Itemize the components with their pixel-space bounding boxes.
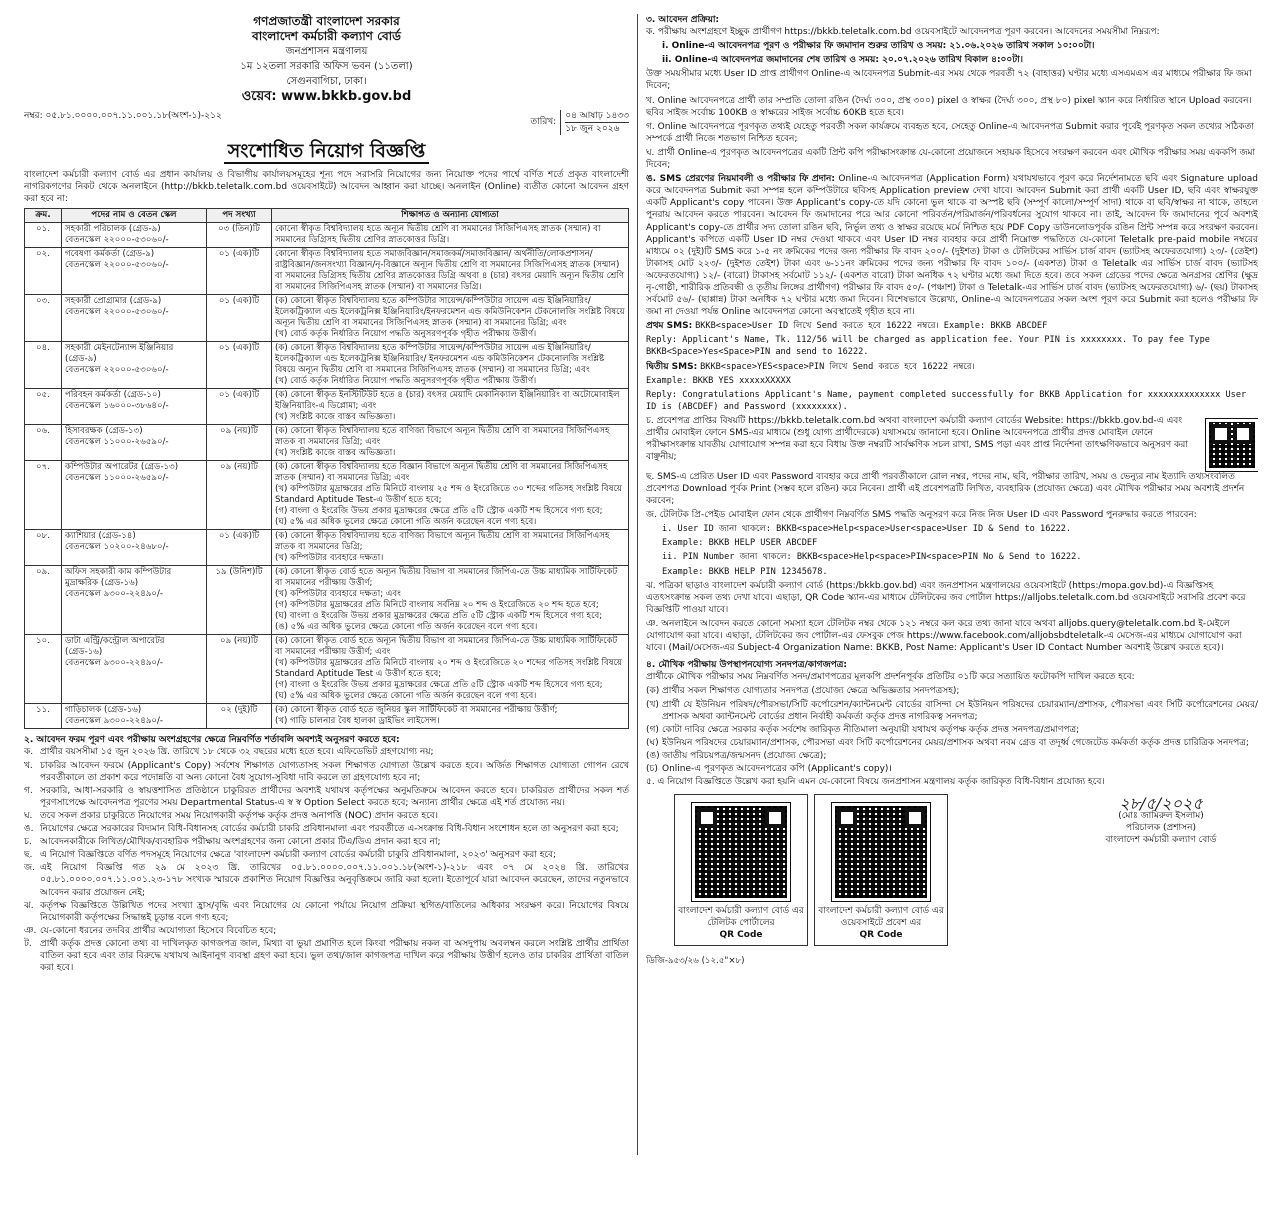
date-block [560, 110, 629, 135]
recovery-pin-example: Example: BKKB HELP PIN 12345678. [662, 566, 828, 577]
qualification-line: (খ) সংশ্লিষ্ট কাজে বাস্তব অভিজ্ঞতা। [275, 412, 396, 423]
item-text: প্রার্থীর বয়সসীমা ১৫ জুন ২০২৬ খ্রি. তারিখে ১৮ থেকে ৩২ বছরের মধ্যে হতে হবে। এফিডেভিট গ্রহণযোগ্য নয়; [40, 747, 434, 758]
second-sms-reply: Reply: Congratulations Applicant's Name, payment completed successfully for BKKB Application for xxxxxxxxxxxxxx User ID is (ABCDEF) and Password (xxxxxxxx). [646, 389, 1247, 412]
process-ka: ক. পরীক্ষায় অংশগ্রহণে ইচ্ছুক প্রার্থীগণ https://bkkb.teletalk.com.bd ওয়েবসাইটে আবেদনপত্র পূরণ করবেন। আবেদনের সময়সীমা নিম্নরূপ: [646, 27, 1160, 38]
vacancy-table [24, 208, 629, 729]
post-name: পরিবহন কর্মকর্তা (গ্রেড-১০) [65, 390, 161, 401]
row-serial: ১১. [25, 704, 62, 729]
row-post [62, 248, 207, 295]
list-item [646, 737, 1258, 749]
vacancy-table-body [25, 223, 629, 729]
pay-scale: বেতনস্কেল ১১০০০-২৬৫৯০/- [65, 473, 169, 484]
item-marker: (ঘ) [646, 737, 659, 748]
table-header-row [25, 209, 629, 223]
pay-scale: বেতনস্কেল ৯৩০০-২২৪৯০/- [65, 658, 163, 669]
date-label: তারিখ: [530, 117, 557, 128]
pay-scale: বেতনস্কেল ২২০০০-৫৩০৬০/- [65, 365, 169, 376]
date-english: ১৮ জুন ২০২৬ [565, 124, 620, 134]
signatory-org: বাংলাদেশ কর্মচারী কল্যাণ বোর্ড [1105, 835, 1217, 846]
item-marker: (ক) [646, 686, 660, 697]
qualification-line: (ঘ) ৫% এর অধিক ভুলের ক্ষেত্রে কোনো গতি অর্জন করেছেন বলে গণ্য হবে। [275, 517, 537, 528]
process-kha: খ. Online আবেদনপত্রে প্রার্থী তার সম্প্রতি তোলা রঙিন (দৈর্ঘ্য ৩০০, প্রস্থ ৩০০) pixel ও স্বাক্ষর (দৈর্ঘ্য ৩০০, প্রস্থ ৮০) pixel স্ক্যান করে নির্ধারিত স্থানে Upload করবেন। ছবির সাইজ সর্বোচ্চ 100KB ও স্বাক্ষরের সাইজ সর্বোচ্চ 60KB হতে হবে। [646, 95, 1252, 118]
qualification-line: (ঙ) ৫% এর অধিক ভুলের ক্ষেত্রে কোনো গতি অর্জন করেছেন বলে গণ্য হবে। [275, 622, 538, 633]
row-qualification [272, 566, 629, 635]
post-name: ক্যাশিয়ার (গ্রেড-১৪) [65, 531, 136, 542]
item-marker: ঝ. [24, 900, 34, 911]
col-header-qualification: শিক্ষাগত ও অন্যান্য যোগ্যতা [272, 209, 629, 223]
qr-box-website [814, 794, 948, 946]
notice-title: সংশোধিত নিয়োগ বিজ্ঞপ্তি [24, 145, 629, 161]
pay-scale: বেতনস্কেল ১০২০০-২৪৬৮০/- [65, 542, 169, 553]
left-column [24, 14, 629, 1201]
post-name: অফিস সহকারী কাম কম্পিউটার মুদ্রাক্ষরিক (গ্রেড-১৬) [65, 567, 172, 589]
list-item [24, 785, 629, 809]
qualification-line: (গ) বাংলা ও ইংরেজি উভয় প্রকার মুদ্রাক্ষরের ক্ষেত্রে প্রতি ৫টি স্ট্রোক একটি শব্দ হিসেবে গণ্য হবে; [275, 680, 603, 691]
qualification-line: (ক) কোনো স্বীকৃত বিশ্ববিদ্যালয় হতে কম্পিউটার সায়েন্স/কম্পিউটার সায়েন্স এন্ড ইঞ্জিনিয়ারিং/ইলেকট্রিক্যাল এন্ড ইলেকট্রনিক্স ইঞ্জিনিয়ারিং/ ইনফরমেশন এন্ড কমিউনিকেশন টেকনোলজি সংশ্লিষ্ট বিষয়ে অন্যূন দ্বিতীয় শ্রেণি বা সমমানের সিজিপিএসহ স্নাতক (সম্মান) বা সমমানের ডিগ্রি; এবং [275, 343, 605, 376]
item-text: প্রার্থী কর্তৃক প্রদত্ত কোনো তথ্য বা দাখিলকৃত কাগজপত্র জাল, মিথ্যা বা ভুয়া প্রমাণিত হলে কিংবা পরীক্ষায় নকল বা অসদুপায় অবলম্বন করলে সংশ্লিষ্ট প্রার্থীর প্রার্থিতা বাতিল করা হবে এবং তার বিরুদ্ধে যথাযথ আইনানুগ ব্যবস্থা গ্রহণ করা হবে। ভুল তথ্য/জাল কাগজপত্র দাখিল করে পরীক্ষায় উত্তীর্ণ হলেও তার চাকরির প্রার্থিতা বাতিল করা হবে। [40, 938, 629, 974]
table-row [25, 248, 629, 295]
row-serial: ০৩. [25, 295, 62, 342]
pay-scale: বেতনস্কেল ২২০০০-৫৩০৬০/- [65, 307, 169, 318]
list-item [646, 699, 1258, 723]
table-row [25, 566, 629, 635]
item-marker: খ. [24, 760, 33, 771]
memo-number: নম্বর: ০৫.৮১.০০০০.০০৭.১১.০০১.১৮(অংশ-১)-২১২ [24, 111, 222, 121]
row-post [62, 530, 207, 566]
item-text: প্রার্থী যে ইউনিয়ন পরিষদ/পৌরসভা/সিটি কর্পোরেশন/ক্যান্টনমেন্ট বোর্ডের বাসিন্দা সে ইউনিয়ন পরিষদের চেয়ারম্যান/প্রশাসক, পৌরসভা এবং সিটি কর্পোরেশনের মেয়র/প্রশাসক অথবা ক্যান্টনমেন্ট বোর্ডের প্রধান নির্বাহী কর্মকর্তা কর্তৃক প্রদত্ত নাগরিকত্ব সনদপত্র; [662, 699, 1258, 722]
letterhead [24, 14, 629, 104]
item-marker: ছ. [24, 850, 33, 861]
first-sms: প্রথম SMS: BKKB<space>User ID লিখে Send করতে হবে 16222 নম্বরে। Example: BKKB ABCDEF [646, 321, 1048, 332]
row-count: ০১ (এক)টি [207, 295, 272, 342]
process-ka-ii: ii. Online-এ আবেদনপত্র জমাদানের শেষ তারিখ ও সময়: ২০.০৭.২০২৬ তারিখ বিকাল ৪:০০টা। [662, 55, 1023, 66]
recovery-pin: ii. PIN Number জানা থাকলে: BKKB<space>Help<space>PIN<space>PIN No & Send to 16222. [662, 552, 1082, 563]
item-text: তবে সকল প্রকার চাকুরিতে নিয়োগের সময় নিয়োগকারী কর্তৃপক্ষ কর্তৃক প্রদত্ত অনাপত্তি (NOC) প্রদান করতে হবে। [40, 810, 438, 821]
row-count: ০১ (এক)টি [207, 342, 272, 389]
intro-paragraph: বাংলাদেশ কর্মচারী কল্যাণ বোর্ড এর প্রধান কার্যালয় ও বিভাগীয় কার্যালয়সমূহের শূন্য পদে সরাসরি নিয়োগের জন্য নিয়োক্ত পদের পার্শ্বে বর্ণিত শর্তে প্রকৃত বাংলাদেশী নাগরিকগণের নিকট থেকে অনলাইনে (http://bkkb.teletalk.com.bd ওয়েবসাইটে) আবেদন আহ্বান করা যাচ্ছে। অনলাইন (Online) ব্যতীত কোনো আবেদন গ্রহণ করা হবে না: [24, 170, 629, 205]
viva-title: ৪. মৌখিক পরীক্ষায় উপস্থাপনযোগ্য সনদপত্র/কাগজপত্র: [646, 660, 847, 671]
row-qualification [272, 295, 629, 342]
pay-scale: বেতনস্কেল ১৬০০০-৩৮৬৪০/- [65, 401, 169, 412]
item-marker: গ. [24, 785, 33, 796]
pay-scale: বেতনস্কেল ৯৩০০-২২৪৯০/- [65, 716, 163, 727]
qualification-line: (খ) গাড়ি চালনার বৈধ হালকা ড্রাইভিং লাইসেন্স। [275, 716, 440, 727]
qualification-line: কোনো স্বীকৃত বিশ্ববিদ্যালয় হতে সমাজবিজ্ঞান/সমাজকর্ম/সমাজবিজ্ঞান/ অর্থনীতি/লোকপ্রশাসন/রাষ্ট্রবিজ্ঞান/জনসংখ্যা বিজ্ঞান/নৃ-বিজ্ঞানে অন্যূন দ্বিতীয় শ্রেণি বা সমমানের সিজিপিএসহ স্নাতক (সম্মান) বা সমমানের ডিগ্রিসহ দ্বিতীয় শ্রেণির স্নাতকোত্তর ডিগ্রি অথবা ৪ (চার) বৎসর মেয়াদি অন্যূন দ্বিতীয় শ্রেণি বা সমমানের সিজিপিএসহ স্নাতক (সম্মান) বা সমমানের ডিগ্রি। [275, 249, 625, 293]
row-serial: ০৮. [25, 530, 62, 566]
row-count: ০১ (এক)টি [207, 248, 272, 295]
qualification-line: (গ) কম্পিউটার মুদ্রাক্ষরের প্রতি মিনিটে বাংলায় সর্বনিম্ন ২০ শব্দ ও ইংরেজিতে ২০ শব্দ হতে হবে; [275, 600, 599, 611]
list-item [646, 763, 1258, 775]
item-text: এ নিয়োগ বিজ্ঞপ্তিতে বর্ণিত পদসমূহে নিয়োগের ক্ষেত্রে 'বাংলাদেশ কর্মচারী কল্যাণ বোর্ডের কর্মচারী চাকুরি প্রবিধানমালা, ২০২৩' অনুসরণ করা হবে; [40, 850, 557, 861]
col-header-count: পদ সংখ্যা [207, 209, 272, 223]
conditions-list [24, 746, 629, 974]
process-nya: ঞ. অনলাইনে আবেদন করতে কোনো সমস্যা হলে টেলিটক নম্বর থেকে ১২১ নম্বরে কল করে তথ্য জানা যাবে অথবা alljobs.query@teletalk.com.bd ই-মেইলে যোগাযোগ করা যাবে। এছাড়া, টেলিটকের জব পোর্টাল-এর ফেসবুক পেজ https://www.facebook.com/alljobsbdteletalk-এ মেসেজ-এর মাধ্যমে যোগাযোগ করা যাবে। (Mail/মেসেজ-এর Subject-4 Organization Name: BKKB, Post Name: Applicant's User ID Contact Number অবশ্যই উল্লেখ করতে হবে)। [646, 618, 1242, 654]
pay-scale: বেতনস্কেল ১১০০০-২৬৫৯০/- [65, 437, 169, 448]
item-text: জাতীয় পরিচয়পত্র/জন্মসনদ (প্রযোজ্য ক্ষেত্রে); [662, 750, 827, 761]
list-item [24, 849, 629, 861]
item-marker: (খ) [646, 699, 659, 710]
pay-scale: বেতনস্কেল ২২০০০-৫৩০৬০/- [65, 260, 169, 271]
list-item [646, 750, 1258, 762]
qr-label-website: QR Code [859, 930, 903, 941]
item-text: চাকরির আবেদন ফরমে (Applicant's Copy) সর্বশেষ শিক্ষাগত যোগ্যতাসহ সকল শিক্ষাগত যোগ্যতা উল্লেখ করতে হবে। অর্জিত শিক্ষাগত যোগ্যতা গোপন রেখে পরবর্তীকালে তা প্রকাশ করে পদোন্নতি বা অন্য কোনো বৈধ সুযোগ-সুবিধা দাবি করলে তা গ্রহণযোগ্য হবে না; [40, 760, 629, 783]
col-header-serial: ক্রম. [25, 209, 62, 223]
process-ja: জ. টেলিটক প্রি-পেইড মোবাইল ফোন থেকে প্রার্থীগণ নিম্নবর্ণিত SMS পদ্ধতি অনুসরণ করে নিজ নিজ User ID এবং Password পুনরুদ্ধার করতে পারবেন: [646, 510, 1197, 521]
process-ka-note: উক্ত সময়সীমার মধ্যে User ID প্রাপ্ত প্রার্থীগণ Online-এ আবেদনপত্র Submit-এর সময় থেকে পরবর্তী ৭২ (বাহাত্তর) ঘণ্টার মধ্যে এসএমএস এর মাধ্যমে পরীক্ষার ফি জমা দিবেন; [646, 69, 1252, 92]
item-text: ইউনিয়ন পরিষদের চেয়ারম্যান/প্রশাসক, পৌরসভা এবং সিটি কর্পোরেশনের মেয়র/প্রশাসক অথবা নবম গ্রেড বা তদূর্ধ্ব গেজেটেড কর্মকর্তা কর্তৃক প্রদত্ত চারিত্রিক সনদপত্র; [662, 737, 1249, 748]
list-item [646, 685, 1258, 697]
pay-scale: বেতনস্কেল ২২০০০-৫৩০৬০/- [65, 235, 169, 246]
qualification-line: (ক) কোনো স্বীকৃত বিশ্ববিদ্যালয় হতে বিজ্ঞান বিভাগে অন্যূন দ্বিতীয় শ্রেণি বা সমমানের সিজিপিএসহ স্নাতক (সম্মান) বা সমমানের ডিগ্রি; এবং [275, 462, 608, 484]
qualification-line: (খ) কম্পিউটার মুদ্রাক্ষরের প্রতি মিনিটে বাংলায় ২০ শব্দ ও ইংরেজিতে ২০ শব্দের গতিসহ সংশ্লিষ্ট বিষয়ে Standard Aptitude Test এ উত্তীর্ণ হতে হবে; [275, 658, 622, 680]
item-text: আবেদনকারীকে লিখিত/মৌখিক/ব্যবহারিক পরীক্ষায় অংশগ্রহণের জন্য কোনো প্রকার টিএ/ডিএ প্রদান করা হবে না; [40, 837, 441, 848]
qualification-line: (খ) কম্পিউটার মুদ্রাক্ষরের প্রতি মিনিটে বাংলায় ২৫ শব্দ ও ইংরেজিতে ৩০ শব্দের গতিসহ সংশ্লিষ্ট বিষয়ে Standard Aptitude Test-এ উত্তীর্ণ হতে হবে; [275, 484, 622, 506]
item-text: নিয়োগের ক্ষেত্রে সরকারের বিদ্যমান বিধি-বিধানসহ বোর্ডের কর্মচারী চাকরি প্রবিধানমালা এবং পরবর্তীতে এ-সংক্রান্ত বিধি-বিধান সংশোধন হলে তা অনুসরণ করা হবে; [40, 824, 619, 835]
qualification-line: (খ) বোর্ড কর্তৃক নির্ধারিত নিয়োগ পদ্ধতি অনুসরণপূর্বক গৃহীত পরীক্ষায় উত্তীর্ণ। [275, 376, 537, 387]
qualification-line: (খ) বোর্ড কর্তৃক নির্ধারিত নিয়োগ পদ্ধতি অনুসরণপূর্বক গৃহীত পরীক্ষায় উত্তীর্ণ। [275, 329, 537, 340]
row-serial: ০৫. [25, 389, 62, 425]
table-row [25, 342, 629, 389]
qr-caption-website: বাংলাদেশ কর্মচারী কল্যাণ বোর্ড এর ওয়েবসাইটে প্রবেশ এর [818, 906, 944, 929]
process-cha: চ. প্রবেশপত্র প্রাপ্তির বিষয়টি https://bkkb.teletalk.com.bd অথবা বাংলাদেশ কর্মচারী কল্যাণ বোর্ডের Website: https://bkkb.gov.bd-এ এবং প্রার্থীর মোবাইল ফোনে SMS-এর মাধ্যমে (শুধু যোগ্য প্রার্থীদেরকে) যথাসময়ে জানানো হবে। Online আবেদনপত্রে প্রার্থীর প্রদত্ত মোবাইল ফোনে পরীক্ষাসংক্রান্ত যাবতীয় যোগাযোগ সম্পন্ন করা হবে বিধায় উক্ত নম্বরটি সার্বক্ষণিক সচল রাখা, SMS পড়া এবং প্রাপ্ত নির্দেশনা তাৎক্ষণিকভাবে অনুসরণ করা বাঞ্ছনীয়; [646, 415, 1188, 463]
item-text: প্রার্থীর সকল শিক্ষাগত যোগ্যতার সনদপত্র (প্রযোজ্য ক্ষেত্রে অভিজ্ঞতার সনদপত্রসহ); [662, 686, 960, 697]
qualification-line: (খ) কম্পিউটার ব্যবহারে দক্ষতা; এবং [275, 589, 401, 600]
item-marker: চ. [24, 837, 32, 848]
table-row [25, 704, 629, 729]
recovery-user-id: i. User ID জানা থাকলে: BKKB<space>Help<space>User<space>User ID & Send to 16222. [662, 524, 1072, 535]
item-marker: ঙ. [24, 824, 34, 835]
table-row [25, 425, 629, 461]
list-item [24, 900, 629, 924]
row-serial: ০৬. [25, 425, 62, 461]
qualification-line: (খ) সংশ্লিষ্ট কাজে বাস্তব অভিজ্ঞতা। [275, 448, 396, 459]
gov-name: গণপ্রজাতন্ত্রী বাংলাদেশ সরকার [253, 14, 400, 28]
qualification-line: (গ) বাংলা ও ইংরেজি উভয় প্রকার মুদ্রাক্ষরের ক্ষেত্রে প্রতি ৫টি স্ট্রোক একটি শব্দ হিসেবে গণ্য হবে; [275, 506, 603, 517]
row-count: ১৯ (উনিশ)টি [207, 566, 272, 635]
post-name: ডাটা এন্ট্রি/কন্ট্রোল অপারেটর (গ্রেড-১৬) [65, 636, 165, 658]
ministry-name: জনপ্রশাসন মন্ত্রণালয় [285, 46, 368, 57]
post-name: সহকারী প্রোগ্রামার (গ্রেড-৯) [65, 296, 162, 307]
second-sms-example: Example: BKKB YES xxxxxXXXXX [646, 375, 791, 386]
qualification-line: কোনো স্বীকৃত বিশ্ববিদ্যালয় হতে অন্যূন দ্বিতীয় শ্রেণি বা সমমানের সিজিপিএসহ স্নাতক (সম্মান) বা সমমানের ডিগ্রিসহ দ্বিতীয় শ্রেণির স্নাতকোত্তর ডিগ্রি। [275, 224, 601, 246]
row-count: ০৯ (নয়)টি [207, 635, 272, 704]
post-name: হিসাবরক্ষক (গ্রেড-১৩) [65, 426, 143, 437]
item-marker: (ঙ) [646, 750, 660, 761]
row-count: ০১ (এক)টি [207, 530, 272, 566]
date-bangla: ০৪ আষাঢ় ১৪৩৩ [565, 111, 629, 121]
table-row [25, 223, 629, 248]
item-text: Online-এ পূরণকৃত আবেদনপত্রের কপি (Applicant's copy)। [662, 763, 892, 774]
signature-mark: ২৮/৫/২০২৫ [1119, 794, 1203, 814]
list-item [24, 862, 629, 898]
conditions-title: ২. আবেদন ফরম পূরণ এবং পরীক্ষায় অংশগ্রহণের ক্ষেত্রে নিম্নবর্ণিত শর্তাবলি অবশ্যই অনুসরণ করতে হবে: [24, 735, 400, 746]
row-serial: ০১. [25, 223, 62, 248]
qr-code-icon [832, 803, 930, 901]
pay-scale: বেতনস্কেল ৯৩০০-২২৪৯০/- [65, 589, 163, 600]
item-marker: (গ) [646, 724, 659, 735]
row-post [62, 295, 207, 342]
row-serial: ০৯. [25, 566, 62, 635]
row-count: ০৯ (নয়)টি [207, 461, 272, 530]
post-name: সহকারী পরিচালক (গ্রেড-৯) [65, 224, 161, 235]
bottom-area [646, 794, 1258, 969]
list-item [24, 823, 629, 835]
row-qualification [272, 389, 629, 425]
row-post [62, 461, 207, 530]
qualification-line: (ক) কোনো স্বীকৃত বিশ্ববিদ্যালয় হতে বাণিজ্য বিভাগে অন্যূন দ্বিতীয় শ্রেণি বা সমমানের সিজিপিএসহ স্নাতক বা সমমানের ডিগ্রি; এবং [275, 426, 610, 448]
col-header-post: পদের নাম ও বেতন স্কেল [62, 209, 207, 223]
item-marker: ট. [24, 938, 32, 949]
list-item [646, 724, 1258, 736]
item-marker: ঘ. [24, 810, 33, 821]
row-serial: ০২. [25, 248, 62, 295]
signatory-title: পরিচালক (প্রশাসন) [1126, 823, 1196, 834]
table-row [25, 635, 629, 704]
row-post [62, 635, 207, 704]
item-marker: জ. [24, 863, 35, 874]
row-post [62, 425, 207, 461]
website-line: ওয়েব: www.bkkb.gov.bd [241, 89, 412, 104]
sms-body: Online-এ আবেদনপত্র (Application Form) যথাযথভাবে পূরণ করে নির্দেশনামতে ছবি এবং Signature upload করে আবেদনপত্র Submit করা সম্পন্ন হলে কম্পিউটারে ছবিসহ Application preview দেখা যাবে। আবেদন Submit করা প্রার্থী একটি User ID, ছবি এবং স্বাক্ষরযুক্ত একটি Applicant's copy পাবেন। উক্ত Applicant's copy-তে যদি কোনো ভুল থাকে বা অস্পষ্ট ছবি (সম্পূর্ণ কালো/সম্পূর্ণ সাদা) থাকে বা ছবি/স্বাক্ষর না থাকে, তাহলে পুনরায় আবেদন করতে পারবেন। আবেদন ফি জমাদানের পরে আর কোনো পরিবর্তন/পরিমার্জন/পরিবর্ধনের সুযোগ থাকবে না। তাই, আবেদন ফি জমাদানের পূর্বে অবশ্যই Applicant's copy-তে প্রার্থীর সদ্য তোলা রঙিন ছবি, নির্ভুল তথ্য ও স্বাক্ষর রয়েছে মর্মে নিশ্চিত হয়ে PDF Copy ডাউনলোডপূর্বক রঙিন প্রিন্ট সম্পন্ন করে সংরক্ষণ করবেন। Applicant's কপিতে একটি User ID নম্বর দেওয়া থাকবে এবং User ID নম্বর ব্যবহার করে প্রার্থী নিম্নোক্ত পদ্ধতিতে যে-কোনো Teletalk pre-paid mobile নম্বরের মাধ্যমে ০২ (দুই)টি SMS করে ১-৫ নং ক্রমিকের পদের জন্য পরীক্ষার ফি বাবদ ২০০/- (দুইশত) টাকা ও টেলিটকের সার্ভিস চার্জ বাবদ (ভ্যাটসহ অফেরতযোগ্য) ২৩/- (তেইশ) টাকাসহ মোট ২২৩/- (দুইশত তেইশ) টাকা এবং ৬-১১নং ক্রমিকের পদের জন্য পরীক্ষার ফি বাবদ ১০০/- (একশত) টাকা ও Teletalk এর সার্ভিস চার্জ বাবদ (ভ্যাটসহ অফেরতযোগ্য) ১২/- (বারো) টাকাসহ সর্বমোট ১১২/- (একশত বারো) টাকা অনধিক ৭২ ঘণ্টার মধ্যে জমা দিতে হবে। তবে সকল গ্রেডের পদের ক্ষেত্রে অনগ্রসর শ্রেণির (ক্ষুদ্র নৃ-গোষ্ঠী, শারীরিক প্রতিবন্ধী ও তৃতীয় লিঙ্গের প্রার্থীগণ) পরীক্ষার ফি বাবদ ৫০/- (পঞ্চাশ) টাকা ও Teletalk-এর সার্ভিস চার্জ বাবদ (ভ্যাটসহ অফেরতযোগ্য) ৬/- (ছয়) টাকাসহ সর্বমোট ৫৬/- (ছাপ্পান্ন) টাকা অনধিক ৭২ ঘণ্টার মধ্যে জমা দিবেন। বিশেষভাবে উল্লেখ্য, Online-এ আবেদনপত্রের সকল অংশ পূরণ করে Submit করা হলেও পরীক্ষার ফি জমা না দেওয়া পর্যন্ত Online আবেদনপত্র কোনো অবস্থাতেই গৃহীত হবে না। [646, 174, 1258, 318]
row-serial: ১০. [25, 635, 62, 704]
post-name: সহকারী মেইনটেন্যান্স ইঞ্জিনিয়ার (গ্রেড-৯) [65, 343, 174, 365]
row-qualification [272, 461, 629, 530]
item-text: এই নিয়োগ বিজ্ঞপ্তি গত ২৯ মে ২০২৩ খ্রি. তারিখের ০৫.৮১.০০০০.০০৭.১১.০০১.১৮(অংশ-১)-২১৮ এবং ০৭ মে ২০২৪ খ্রি. তারিখের ০৫.৮১.০০০০.০০৭.১১.০০১.২৩-১৭৮ সংখ্যক স্মারকে প্রকাশিত নিয়োগ বিজ্ঞপ্তির অনুবৃত্তিক্রমে জারি করা হলো। ইতোপূর্বে যারা আবেদন করেছেন, তাদের নতুনভাবে আবেদন করার প্রয়োজন নেই; [40, 863, 629, 898]
right-column [646, 14, 1258, 1201]
row-count: ০৩ (তিন)টি [207, 223, 272, 248]
table-row [25, 461, 629, 530]
first-sms-reply: Reply: Applicant's Name, Tk. 112/56 will be charged as application fee. Your PIN is xxxxxxxx. To pay fee Type BKKB<Space>Yes<Space>PIN and send to 16222. [646, 335, 1210, 358]
address-line-2: সেগুনবাগিচা, ঢাকা। [286, 76, 367, 87]
row-qualification [272, 342, 629, 389]
item-text: কোটা দাবির ক্ষেত্রে সরকার কর্তৃক সর্বশেষ জারিকৃত নীতিমালা অনুযায়ী যথাযথ কর্তৃপক্ষ কর্তৃক প্রদত্ত সনদপত্র/প্রমাণপত্র; [662, 724, 1080, 735]
signature-block [1066, 794, 1256, 846]
qr-code-icon [1206, 419, 1258, 471]
table-row [25, 530, 629, 566]
row-count: ০৯ (নয়)টি [207, 425, 272, 461]
qr-box-teletalk [674, 794, 808, 946]
item-marker: (চ) [646, 763, 658, 774]
row-post [62, 223, 207, 248]
process-gha: ঘ. প্রার্থী Online-এ পূরণকৃত আবেদনপত্রের একটি প্রিন্ট কপি পরীক্ষাসংক্রান্ত যে-কোনো প্রয়োজনে সহায়ক হিসেবে সংরক্ষণ করবেন এবং মৌখিক পরীক্ষার সময় এককপি জমা দিবেন; [646, 147, 1256, 171]
viva-list [646, 685, 1258, 775]
process-ka-i: i. Online-এ আবেদনপত্র পূরণ ও পরীক্ষার ফি জমাদান শুরুর তারিখ ও সময়: ২১.০৬.২০২৬ তারিখ সকাল ১০:০০টা। [662, 41, 1095, 52]
table-row [25, 389, 629, 425]
row-serial: ০৪. [25, 342, 62, 389]
qualification-line: (ঘ) ৫% এর অধিক ভুলের ক্ষেত্রে কোনো গতি অর্জন করেছেন বলে গণ্য হবে। [275, 691, 537, 702]
sms-heading: ঙ. SMS প্রেরণের নিয়মাবলী ও পরীক্ষার ফি প্রদান: [646, 174, 836, 185]
row-qualification [272, 530, 629, 566]
qr-label-teletalk: QR Code [719, 930, 763, 941]
process-ga: গ. Online আবেদনপত্রে পূরণকৃত তথ্যই যেহেতু পরবর্তী সকল কার্যক্রমে ব্যবহৃত হবে, সেহেতু Online-এ আবেদনপত্র Submit করার পূর্বেই পূরণকৃত সকল তথ্যের সঠিকতা সম্পর্কে প্রার্থী নিজে শতভাগ নিশ্চিত হবেন; [646, 121, 1254, 144]
qualification-line: (খ) কম্পিউটার ব্যবহারে দক্ষতা। [275, 553, 384, 564]
viva-intro: প্রার্থীকে মৌখিক পরীক্ষার সময় নিম্নবর্ণিত সনদ/প্রমাণপত্রের মূলকপি প্রদর্শনপূর্বক প্রতিটির ০১টি করে সত্যায়িত ফটোকপি দাখিল করতে হবে: [646, 672, 1135, 683]
post-name: গাড়িচালক (গ্রেড-১৬) [65, 705, 142, 716]
print-code: ডিজি-৯৫৩/২৬ (১২.৫"×৮) [646, 956, 745, 967]
item-marker: ক. [24, 747, 34, 758]
qr-code-icon [692, 803, 790, 901]
signatory-name: (মোঃ জামিরুল ইসলাম) [1118, 811, 1204, 822]
clause-five: ৫. এ নিয়োগ বিজ্ঞপ্তিতে উল্লেখ করা হয়নি এমন যে-কোনো বিষয়ে জনপ্রশাসন মন্ত্রণালয় কর্তৃক জারিকৃত বিধি-বিধান প্রযোজ্য হবে। [646, 777, 1105, 788]
qualification-line: (ক) কোনো স্বীকৃত বোর্ড হতে জুনিয়র স্কুল সার্টিফিকেট বা সমমানের পরীক্ষায় উত্তীর্ণ; [275, 705, 558, 716]
qualification-line: (ক) কোনো স্বীকৃত ইনস্টিটিউট হতে ৪ (চার) বৎসর মেয়াদি মেকানিক্যাল ইঞ্জিনিয়ারিং বা অটোমোবাইল ইঞ্জিনিয়ারিং-এ ডিপ্লোমা; এবং [275, 390, 620, 412]
column-divider [637, 14, 638, 1155]
qualification-line: (ক) কোনো স্বীকৃত বিশ্ববিদ্যালয় হতে বাণিজ্য বিভাগে অন্যূন দ্বিতীয় শ্রেণি বা সমমানের সিজিপিএসহ স্নাতক বা সমমানের ডিগ্রি; [275, 531, 610, 553]
row-qualification [272, 635, 629, 704]
list-item [24, 760, 629, 784]
second-sms: দ্বিতীয় SMS: BKKB<space>YES<space>PIN লিখে Send করতে হবে 16222 নম্বরে। [646, 361, 975, 372]
row-post [62, 342, 207, 389]
qualification-line: (ক) কোনো স্বীকৃত বোর্ড হতে অন্যূন দ্বিতীয় বিভাগ বা সমমানের জিপিএ-তে উচ্চ মাধ্যমিক সার্টিফিকেট বা সমমানের পরীক্ষায় উত্তীর্ণ; [275, 567, 618, 589]
list-item [24, 925, 629, 937]
item-text: সরকারি, আধা-সরকারি ও স্বায়ত্তশাসিত প্রতিষ্ঠানে চাকুরিরত প্রার্থীদের অবশ্যই যথাযথ কর্তৃপক্ষের অনুমতিক্রমে আবেদন করতে হবে। চাকরিরত প্রার্থীদের সকল শর্ত পূরণসাপেক্ষে আবেদনপত্র পূরণের সময় Departmental Status-এ স্ব স্ব Option Select করতে হবে; অন্যান্য প্রার্থীর ক্ষেত্রে এই শর্ত প্রযোজ্য নয়। [40, 785, 629, 808]
table-row [25, 295, 629, 342]
address-line-1: ১ম ১২তলা সরকারি অফিস ভবন (১১তলা) [240, 61, 413, 72]
post-name: কম্পিউটার অপারেটর (গ্রেড-১৩) [65, 462, 179, 473]
list-item [24, 746, 629, 758]
row-qualification [272, 704, 629, 729]
row-count: ০১ (এক)টি [207, 389, 272, 425]
qr-caption-teletalk: বাংলাদেশ কর্মচারী কল্যাণ বোর্ড এর টেলিটক পোর্টালের [678, 906, 804, 929]
post-name: গবেষণা কর্মকর্তা (গ্রেড-৯) [65, 249, 155, 260]
recovery-user-id-example: Example: BKKB HELP USER ABCDEF [662, 538, 818, 549]
row-post [62, 389, 207, 425]
item-text: কর্তৃপক্ষ বিজ্ঞপ্তিতে উল্লিখিত পদের সংখ্যা হ্রাস/বৃদ্ধি এবং নিয়োগের যে কোনো পর্যায়ে নিয়োগ প্রক্রিয়া স্থগিত/বাতিলের অধিকার সংরক্ষণ করে। নিয়োগের বিষয়ে নিয়োগকারী কর্তৃপক্ষের সিদ্ধান্তই চূড়ান্ত বলে গণ্য হবে; [40, 900, 629, 923]
item-marker: ঞ. [24, 925, 37, 936]
item-text: যে-কোনো ধরনের তদবির প্রার্থীর অযোগ্যতা হিসেবে বিবেচিত হবে; [40, 925, 277, 936]
process-title: ৩. আবেদন প্রক্রিয়া: [646, 15, 720, 25]
row-post [62, 566, 207, 635]
row-qualification [272, 248, 629, 295]
row-serial: ০৭. [25, 461, 62, 530]
memo-line [24, 110, 629, 135]
qualification-line: (ঘ) বাংলা ও ইংরেজি উভয় প্রকার মুদ্রাক্ষরের ক্ষেত্রে প্রতি ৫টি স্ট্রোক একটি শব্দ হিসেবে গণ্য হবে; [275, 611, 603, 622]
sms-section [646, 173, 1258, 318]
row-qualification [272, 223, 629, 248]
qualification-line: (ক) কোনো স্বীকৃত বোর্ড হতে অন্যূন দ্বিতীয় বিভাগ বা সমমানের জিপিএ-তে উচ্চ মাধ্যমিক সার্টিফিকেট বা সমমানের পরীক্ষায় উত্তীর্ণ; এবং [275, 636, 618, 658]
list-item [24, 810, 629, 822]
qualification-line: (ক) কোনো স্বীকৃত বিশ্ববিদ্যালয় হতে কম্পিউটার সায়েন্স/কম্পিউটার সায়েন্স এন্ড ইঞ্জিনিয়ারিং/ইলেকট্রিক্যাল এন্ড ইলেকট্রনিক্স ইঞ্জিনিয়ারিং/ইনফরমেশন এন্ড কমিউনিকেশন টেকনোলজি সংশ্লিষ্ট বিষয়ে অন্যূন দ্বিতীয় শ্রেণি বা সমমানের সিজিপিএসহ স্নাতক (সম্মান) বা সমমানের ডিগ্রি; এবং [275, 296, 625, 329]
process-chha: ছ. SMS-এ প্রেরিত User ID এবং Password ব্যবহার করে প্রার্থী পরবর্তীকালে রোল নম্বর, পদের নাম, ছবি, পরীক্ষার তারিখ, সময় ও ভেন্যুর নাম ইত্যাদি তথ্যসংবলিত প্রবেশপত্র Download পূর্বক Print (সম্ভব হলে রঙিন) করে নিবেন। প্রার্থী এই প্রবেশপত্রটি লিখিত, ব্যবহারিক (প্রযোজ্য ক্ষেত্রে) এবং মৌখিক পরীক্ষার সময় অবশ্যই প্রদর্শন করবেন; [646, 471, 1245, 507]
list-item [24, 938, 629, 974]
row-count: ০২ (দুই)টি [207, 704, 272, 729]
row-post [62, 704, 207, 729]
row-qualification [272, 425, 629, 461]
org-name: বাংলাদেশ কর্মচারী কল্যাণ বোর্ড [252, 29, 401, 43]
list-item [24, 836, 629, 848]
process-jha: ঝ. পত্রিকা ছাড়াও বাংলাদেশ কর্মচারী কল্যাণ বোর্ড (https:/bkkb.gov.bd) এবং জনপ্রশাসন মন্ত্রণালয়ের ওয়েবসাইটে (https:/mopa.gov.bd)-এ বিজ্ঞপ্তিসহ এতৎসংক্রান্ত সকল তথ্য দেখা যাবে। এছাড়া, QR Code স্ক্যান-এর মাধ্যমে টেলিটকের জব পোর্টাল https://alljobs.teletalk.com.bd ওয়েবসাইটে সরাসরি প্রবেশ করে বিজ্ঞপ্তিটি পাওয়া যাবে। [646, 580, 1246, 615]
